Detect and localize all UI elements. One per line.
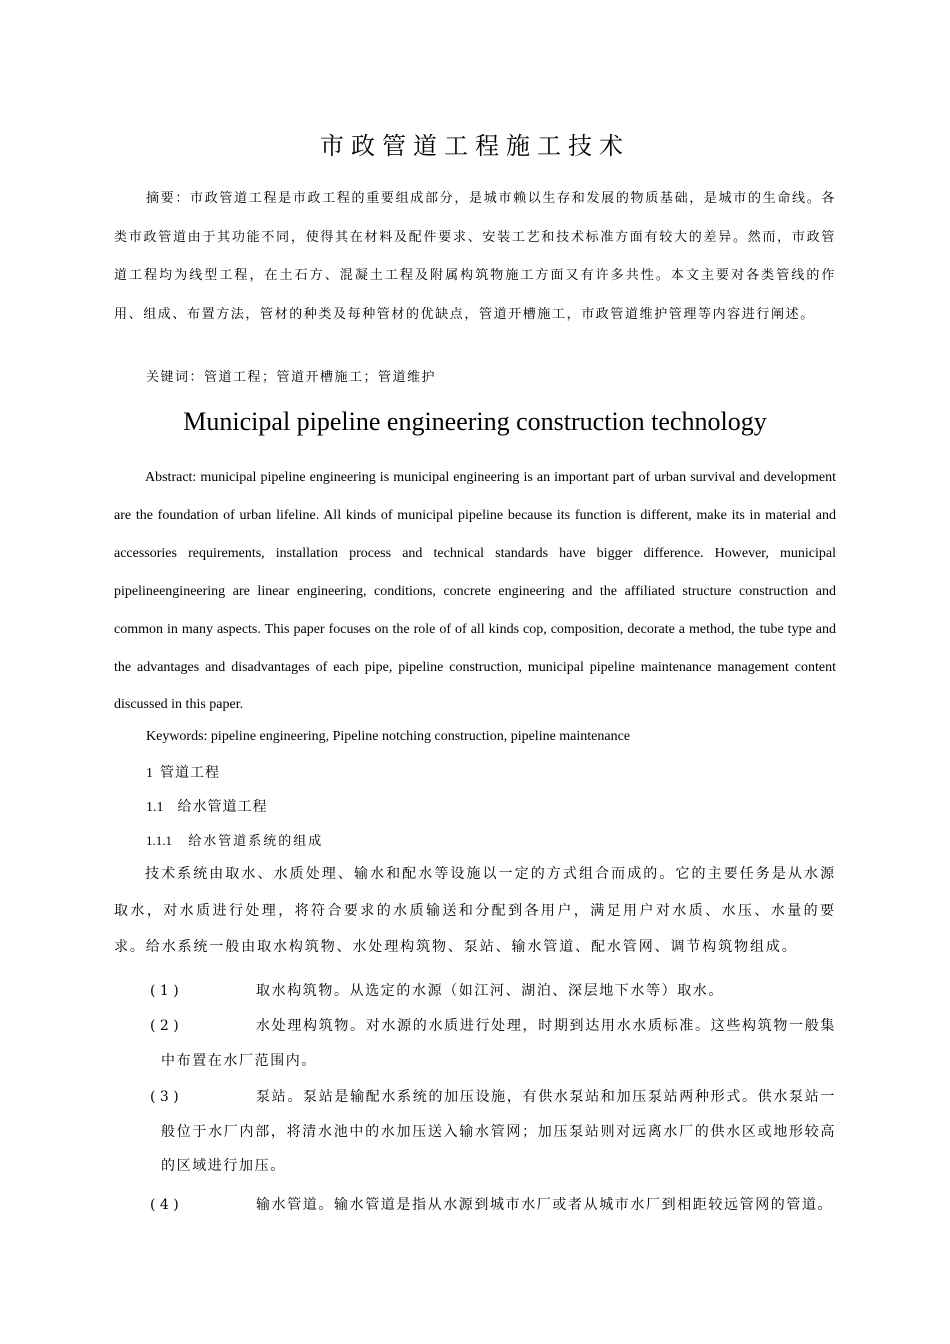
list-marker: ( 2 ) <box>150 1018 179 1034</box>
chinese-keywords: 关键词：管道工程；管道开槽施工；管道维护 <box>146 370 437 385</box>
chinese-title: 市政管道工程施工技术 <box>320 132 630 160</box>
list-item <box>150 1089 836 1184</box>
list-text: 泵站。泵站是输配水系统的加压设施，有供水泵站和加压泵站两种形式。供水泵站一般位于水厂内部，将清水池中的水加压送入输水管网；加压泵站则对远离水厂的供水区或地形较高的区域进行加压。 <box>161 1089 836 1174</box>
english-keywords: Keywords: pipeline engineering, Pipeline notching construction, pipeline maintenance <box>146 729 631 744</box>
list-text: 水处理构筑物。对水源的水质进行处理，时期到达用水水质标准。这些构筑物一般集中布置在水厂范围内。 <box>161 1018 836 1069</box>
section-number: 1 <box>146 766 153 781</box>
list-item <box>150 983 836 1009</box>
list-item <box>150 1018 836 1078</box>
english-abstract: Abstract: municipal pipeline engineering is municipal engineering is an important part of urban survival and development are the foundation of urban lifeline. All kinds of municipal pipeline because its function is different, make its in material and accessories requirements, installation process and technical standards have bigger difference. However, municipal pipelineengineering are linear engineering, conditions, concrete engineering and the affiliated structure construction and common in many aspects. This paper focuses on the role of of all kinds cop, composition, decorate a method, the tube type and the advantages and disadvantages of each pipe, pipeline construction, municipal pipeline maintenance management content discussed in this paper. <box>114 470 836 713</box>
english-title: Municipal pipeline engineering construction technology <box>183 407 767 436</box>
section-heading-1-1 <box>146 796 268 816</box>
section-title: 给水管道系统的组成 <box>188 834 324 849</box>
list-text: 取水构筑物。从选定的水源（如江河、湖泊、深层地下水等）取水。 <box>256 983 724 999</box>
section-title: 管道工程 <box>160 765 220 781</box>
section-title: 给水管道工程 <box>177 799 268 815</box>
section-number: 1.1 <box>146 800 164 815</box>
section-number: 1.1.1 <box>146 833 172 848</box>
list-marker: ( 4 ) <box>150 1197 179 1213</box>
section-heading-1-1-1 <box>146 830 323 849</box>
list-marker: ( 1 ) <box>150 983 179 999</box>
list-text: 输水管道。输水管道是指从水源到城市水厂或者从城市水厂到相距较远管网的管道。 <box>256 1197 834 1213</box>
body-paragraph: 技术系统由取水、水质处理、输水和配水等设施以一定的方式组合而成的。它的主要任务是从水源取水，对水质进行处理，将符合要求的水质输送和分配到各用户，满足用户对水质、水压、水量的要求。给水系统一般由取水构筑物、水处理构筑物、泵站、输水管道、配水管网、调节构筑物组成。 <box>114 866 836 955</box>
list-item <box>150 1197 836 1223</box>
list-marker: ( 3 ) <box>150 1089 179 1105</box>
section-heading-1 <box>146 762 220 782</box>
chinese-abstract: 摘要：市政管道工程是市政工程的重要组成部分，是城市赖以生存和发展的物质基础，是城市的生命线。各类市政管道由于其功能不同，使得其在材料及配件要求、安装工艺和技术标准方面有较大的差异。然而，市政管道工程均为线型工程，在土石方、混凝土工程及附属构筑物施工方面又有许多共性。本文主要对各类管线的作用、组成、布置方法，管材的种类及每种管材的优缺点，管道开槽施工，市政管道维护管理等内容进行阐述。 <box>114 191 836 322</box>
